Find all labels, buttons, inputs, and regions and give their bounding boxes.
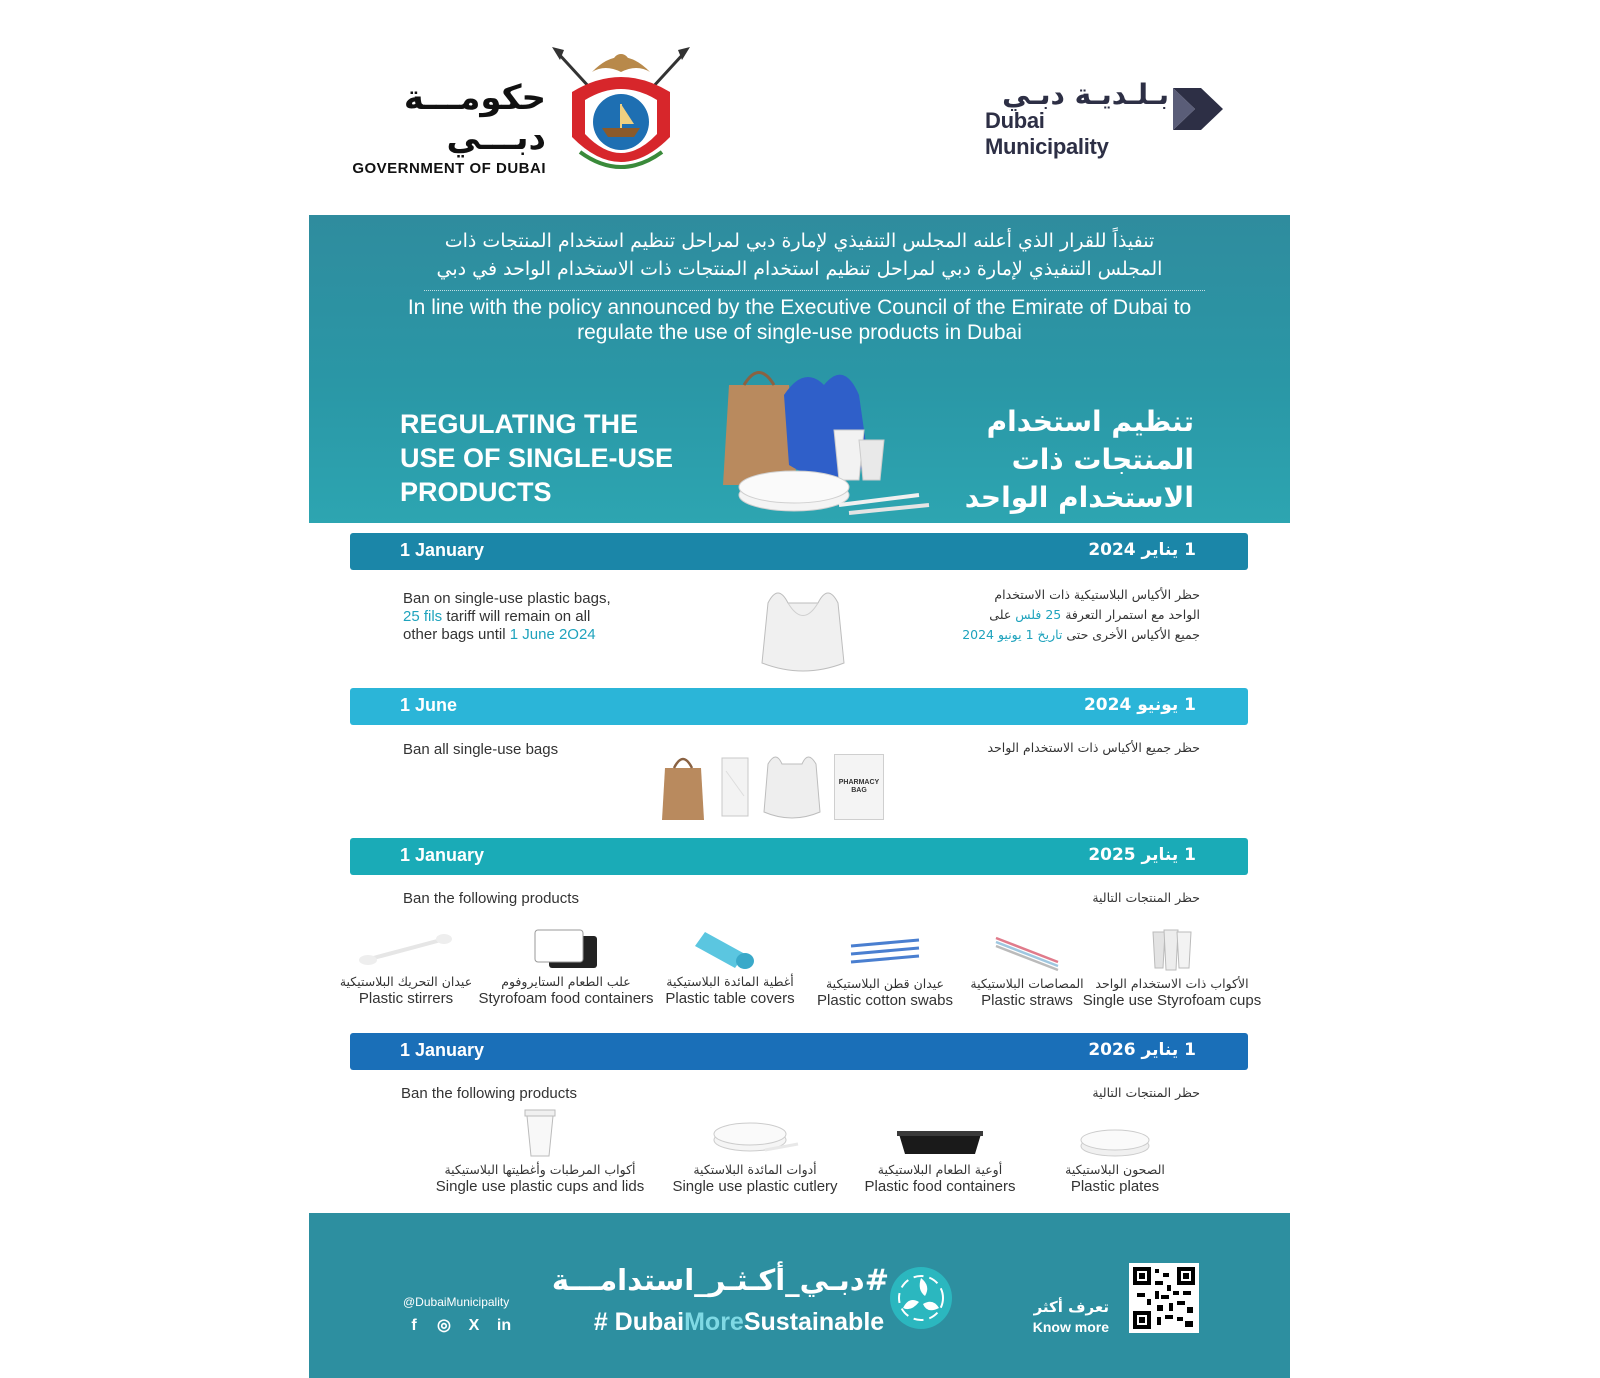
food-container-icon [895, 1128, 985, 1158]
product-name-english: Plastic table covers [665, 990, 795, 1007]
clear-bag-icon [720, 756, 750, 818]
divider [424, 290, 1205, 291]
hero-banner [309, 215, 1290, 523]
linkedin-icon[interactable]: in [496, 1317, 512, 1334]
government-of-dubai-logo [346, 78, 546, 177]
hashtag-english [589, 1308, 889, 1337]
intro-english: In line with the policy announced by the Executive Council of the Emirate of Dubai to regulate the use of single-use products in Dubai [407, 296, 1192, 344]
product-name-english: Plastic cotton swabs [817, 992, 953, 1009]
paper-bag-icon [662, 750, 704, 820]
product-name-english: Styrofoam food containers [478, 990, 654, 1007]
phase1-text-arabic [960, 585, 1200, 645]
phase2-text-english: Ban all single-use bags [403, 741, 559, 758]
date-arabic: 1 يونيو 2024 [1083, 695, 1196, 715]
pharmacy-bag-label: PHARMACY BAG [838, 779, 880, 794]
qr-code-icon [1133, 1267, 1195, 1329]
product-plastic-cutlery [665, 1120, 845, 1196]
product-name-english: Plastic straws [981, 992, 1073, 1009]
phase1-text-ar-part1: حظر الأكياس البلاستيكية ذات الاستخدام الواحد مع استمرار التعرفة [994, 587, 1200, 622]
hashtag-en-part3: Sustainable [743, 1308, 885, 1336]
product-name-arabic: المصاصات البلاستيكية [970, 976, 1084, 991]
product-name-english: Plastic food containers [864, 1178, 1016, 1195]
product-name-english: Plastic stirrers [358, 990, 454, 1007]
product-plastic-cups-and-lids [430, 1108, 650, 1196]
phase1-text-ar-part2: على جميع الأكياس الأخرى حتى [989, 607, 1200, 642]
pharmacy-bag-icon [834, 754, 884, 820]
product-plastic-cotton-swabs [810, 934, 960, 1010]
date-english: 1 June [400, 695, 458, 715]
gov-name-english: GOVERNMENT OF DUBAI [352, 160, 546, 177]
product-styrofoam-food-containers [474, 926, 658, 1008]
qr-code[interactable] [1129, 1263, 1199, 1333]
phase3-text-arabic: حظر المنتجات التالية [1092, 890, 1200, 905]
phase1-text-ar-highlight-date: تاريخ 1 يونيو 2024 [962, 627, 1063, 642]
facebook-icon[interactable]: f [411, 1317, 417, 1334]
product-name-arabic: الصحون البلاستيكية [1065, 1162, 1165, 1177]
instagram-icon[interactable]: ◎ [437, 1317, 451, 1334]
date-bar-2026-january [350, 1033, 1248, 1070]
cup-lid-icon [522, 1108, 558, 1158]
product-plastic-stirrers [336, 930, 476, 1008]
plates-icon [1078, 1126, 1152, 1158]
phase1-text-en-part1: Ban on single-use plastic bags, [403, 590, 611, 607]
product-name-arabic: عيدان التحريك البلاستيكية [339, 974, 473, 989]
stirrer-icon [356, 930, 456, 970]
cotton-swab-icon [845, 934, 925, 972]
gov-name-arabic: حكومـــة دبـــي [403, 78, 546, 158]
date-bar-2024-january [350, 533, 1248, 570]
dm-name-english: Dubai Municipality [985, 108, 1109, 159]
footer [309, 1213, 1290, 1378]
dubai-emblem-icon [552, 42, 690, 192]
date-english: 1 January [400, 540, 485, 560]
phase2-text-arabic: حظر جميع الأكياس ذات الاستخدام الواحد [987, 740, 1200, 755]
product-plastic-straws [962, 932, 1092, 1010]
phase2-bags-group [662, 746, 892, 821]
styrofoam-cups-icon [1149, 926, 1195, 972]
hashtag-en-part2: More [684, 1308, 744, 1336]
cutlery-icon [710, 1120, 800, 1158]
phase4-text-english: Ban the following products [401, 1085, 577, 1102]
product-name-english: Plastic plates [1070, 1178, 1160, 1195]
date-arabic: 1 يناير 2025 [1088, 845, 1196, 865]
date-english: 1 January [400, 845, 485, 865]
plastic-bag-icon [758, 583, 848, 675]
dm-name-arabic: بـلـديـة دبـي [1002, 78, 1169, 111]
phase1-text-english [403, 590, 628, 644]
product-plastic-plates [1050, 1126, 1180, 1196]
phase1-text-en-highlight-date: 1 June 2O24 [509, 626, 596, 643]
styrofoam-container-icon [531, 926, 601, 970]
product-name-arabic: عيدان قطن البلاستيكية [825, 976, 945, 991]
product-name-arabic: الأكواب ذات الاستخدام الواحد [1095, 976, 1249, 991]
product-name-english: Single use Styrofoam cups [1082, 992, 1262, 1009]
intro-arabic: تنفيذاً للقرار الذي أعلنه المجلس التنفيذي لإمارة دبي لمراحل تنظيم استخدام المنتجات ذات المجلس التنفيذي لإمارة دبي لمراحل تنظيم استخدام المنتجات ذات الاستخدام الواحد في دبي [436, 230, 1163, 280]
date-arabic: 1 يناير 2024 [1088, 540, 1196, 560]
product-name-arabic: أدوات المائدة البلاستكية [693, 1162, 817, 1177]
straws-icon [992, 932, 1062, 972]
product-styrofoam-cups [1082, 926, 1262, 1010]
phase3-text-english: Ban the following products [403, 890, 579, 907]
social-handle: @DubaiMunicipality [403, 1295, 510, 1309]
product-plastic-food-containers [855, 1128, 1025, 1196]
tshirt-bag-icon [762, 750, 822, 820]
title-arabic: تنظيم استخدام المنتجات ذات الاستخدام الواحد [964, 405, 1194, 514]
phase1-text-en-highlight-fils: 25 fils [403, 608, 443, 625]
title-english: REGULATING THE USE OF SINGLE-USE PRODUCTS [400, 409, 674, 507]
know-more-english[interactable]: Know more [1032, 1319, 1109, 1335]
recycle-leaf-icon [889, 1266, 953, 1330]
know-more-arabic[interactable]: تعرف أكثر [1033, 1298, 1109, 1316]
single-use-products-illustration [709, 355, 959, 525]
product-name-english: Single use plastic cups and lids [435, 1178, 645, 1195]
date-english: 1 January [400, 1040, 485, 1060]
dm-chevron-icon [1171, 84, 1225, 134]
table-cover-roll-icon [695, 924, 765, 970]
phase4-text-arabic: حظر المنتجات التالية [1092, 1085, 1200, 1100]
phase1-text-ar-highlight-fils: 25 فلس [1015, 607, 1062, 622]
product-name-arabic: علب الطعام الستايروفوم [501, 974, 631, 989]
date-bar-2025-january [350, 838, 1248, 875]
date-bar-2024-june [350, 688, 1248, 725]
date-arabic: 1 يناير 2026 [1088, 1040, 1196, 1060]
product-name-english: Single use plastic cutlery [672, 1178, 838, 1195]
hashtag-arabic: #دبـي_أكـثـر_استدامـــة [551, 1263, 889, 1297]
product-name-arabic: أغطية المائدة البلاستيكية [666, 974, 794, 989]
dubai-municipality-logo [985, 78, 1245, 159]
social-links [403, 1315, 515, 1337]
x-icon[interactable]: X [468, 1317, 480, 1334]
product-name-arabic: أوعية الطعام البلاستيكية [877, 1162, 1003, 1177]
product-plastic-table-covers [655, 924, 805, 1008]
product-name-arabic: أكواب المرطبات وأغطيتها البلاستيكية [444, 1162, 636, 1177]
hashtag-en-part1: # Dubai [593, 1308, 685, 1336]
phase1-text-en-part2: tariff will remain on all other bags until [403, 608, 591, 643]
